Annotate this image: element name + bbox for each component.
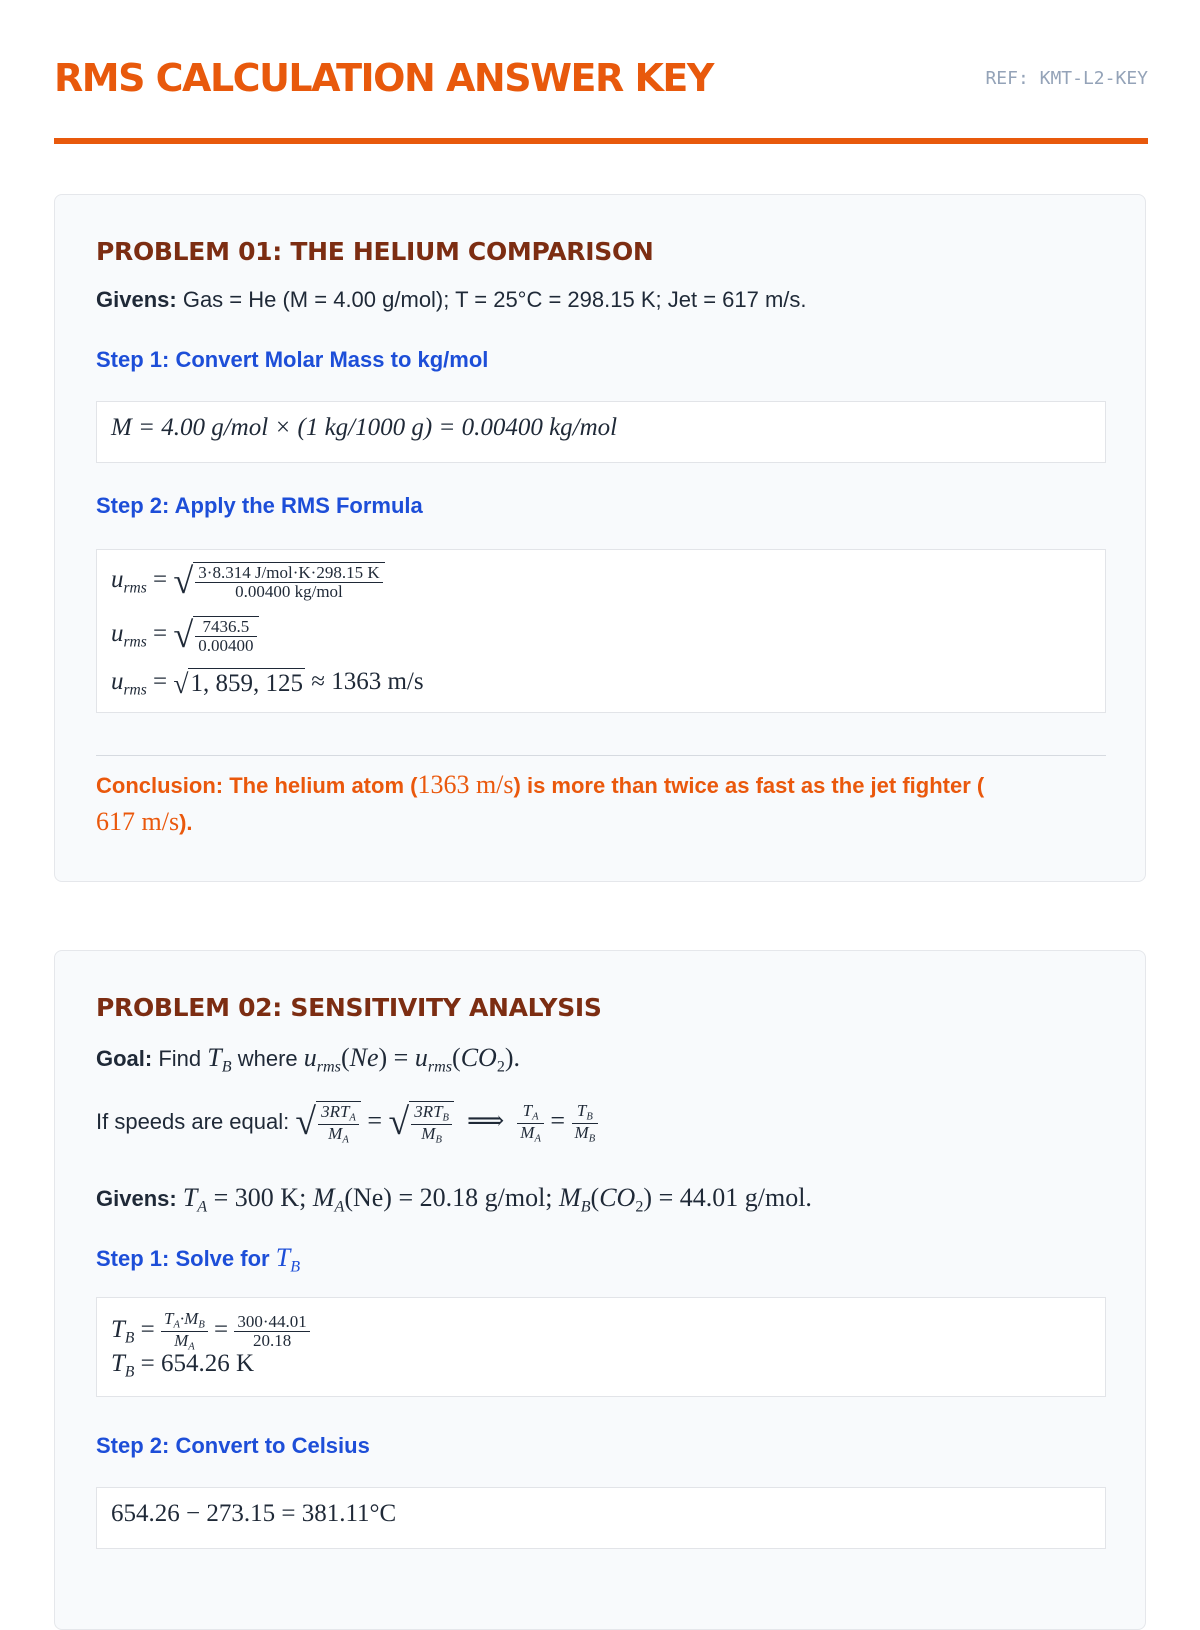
goal-where: where [237, 1046, 298, 1071]
problem-01-step-2-math-box [96, 549, 1106, 713]
goal-label: Goal: [96, 1046, 153, 1071]
page-title: RMS CALCULATION ANSWER KEY [54, 56, 713, 100]
problem-01-conclusion [96, 767, 1106, 841]
conclusion-text-c: ). [179, 810, 193, 835]
problem-01-title: PROBLEM 01: THE HELIUM COMPARISON [96, 237, 654, 266]
section-divider [96, 755, 1106, 756]
rms-numerator-2: 7436.5 [195, 618, 256, 637]
problem-02-goal: Goal: Find $T_B$ where $u_{rms}(Ne) = u_{rms}(CO_2)$. [96, 1043, 521, 1076]
rms-equation-line-1: $u_{rms}$ = √ $\frac{\text{3·8.314 J/mol·K·298.15 K}}{\text{0.00400 kg/mol}}$ [111, 562, 385, 601]
givens-ta: = 300 K; [213, 1183, 307, 1212]
givens-label: Givens: [96, 287, 177, 312]
problem-02-title: PROBLEM 02: SENSITIVITY ANALYSIS [96, 993, 602, 1022]
tb-numerator: 300·44.01 [234, 1313, 309, 1332]
rms-denominator-2: 0.00400 [198, 635, 254, 655]
reference-code: REF: KMT-L2-KEY [985, 68, 1148, 89]
header [54, 52, 1148, 144]
problem-02-step-2-label: Step 2: Convert to Celsius [96, 1433, 370, 1458]
step-1-label-text: Step 1: Solve for [96, 1246, 270, 1271]
rms-radicand-3: 1, 859, 125 [190, 670, 303, 698]
problem-02-step-2-math-box [96, 1487, 1106, 1549]
givens-mb: = 44.01 g/mol. [658, 1183, 812, 1212]
tb-result: = 654.26 K [140, 1350, 255, 1377]
rms-equation-line-3: $u_{rms} = √1$, 859, 125 ≈ 1363 m/s [111, 667, 424, 699]
goal-text: Find [158, 1046, 202, 1071]
givens-ma: (Ne) = 20.18 g/mol; [344, 1183, 553, 1212]
equal-speeds-text: If speeds are equal: [96, 1109, 290, 1135]
conclusion-text-a: Conclusion: The helium atom ( [96, 773, 418, 798]
rms-equation-line-2: $u_{rms}$ = √ $\frac{7436.5}{0.00400}$ [111, 616, 259, 655]
problem-02-card [54, 950, 1146, 1630]
problem-01-step-1-math-box [96, 401, 1106, 463]
tb-denominator: 20.18 [252, 1330, 292, 1350]
rms-result: ≈ 1363 m/s [311, 668, 424, 695]
rms-denominator-1: 0.00400 kg/mol [235, 581, 343, 601]
givens-label-2: Givens: [96, 1186, 177, 1211]
problem-02-equal-speeds: If speeds are equal: √ $\frac{3RT_A}{M_A}$ = √ $\frac{3RT_B}{M_B}$ ⟹ $\frac{T_A}{M_A}$ = $\frac{T_B}{M_B}$ [96, 1101, 598, 1146]
problem-01-step-1-label: Step 1: Convert Molar Mass to kg/mol [96, 347, 489, 372]
problem-01-givens [96, 287, 807, 313]
problem-01-step-2-label: Step 2: Apply the RMS Formula [96, 493, 423, 518]
tb-equation-line-1: $T_B$ = $\frac{T_A\cdot M_B}{M_A}$ = $\frac{300\cdot 44.01}{20.18}$ [111, 1310, 310, 1353]
tb-equation-line-2: $T_B = 654.26$ K [111, 1350, 255, 1381]
conclusion-text-b: ) is more than twice as fast as the jet fighter ( [513, 773, 985, 798]
problem-02-step-1-label: Step 1: Solve for $T_B$ [96, 1243, 301, 1276]
problem-01-card [54, 194, 1146, 882]
conclusion-helium-speed: 1363 m/s [417, 770, 514, 799]
problem-02-step-1-math-box [96, 1297, 1106, 1397]
molar-mass-conversion: M = 4.00 g/mol × (1 kg/1000 g) = 0.00400 kg/mol [111, 414, 618, 441]
rms-numerator-1: 3·8.314 J/mol·K·298.15 K [195, 564, 382, 583]
givens-text: Gas = He (M = 4.00 g/mol); T = 25°C = 298.15 K; Jet = 617 m/s. [182, 287, 807, 312]
celsius-conversion: 654.26 − 273.15 = 381.11°C [111, 1500, 397, 1527]
conclusion-jet-speed: 617 m/s [96, 807, 180, 836]
problem-02-givens: Givens: $T_A = 300$ K; $M_A(Ne) = 20.18$ g/mol; $M_B(CO_2) = 44.01$ g/mol. [96, 1183, 812, 1216]
